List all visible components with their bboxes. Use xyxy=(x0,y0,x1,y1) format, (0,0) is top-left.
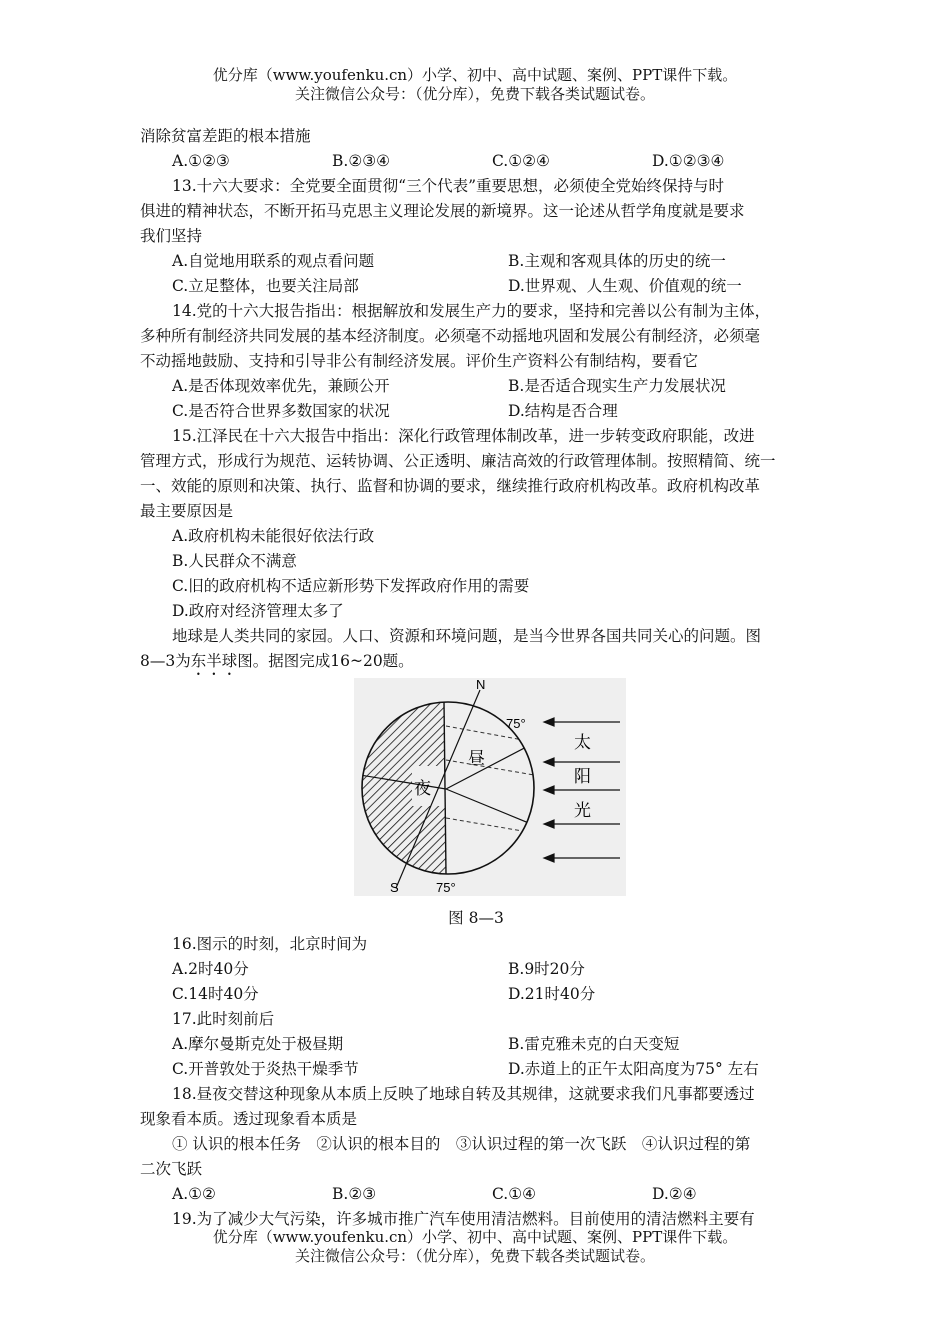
q13-line-1: 13.十六大要求：全党要全面贯彻“三个代表”重要思想，必须使全党始终保持与时 xyxy=(172,177,725,195)
q12-option-a: A.①②③ xyxy=(172,152,230,170)
south-label: S xyxy=(390,880,399,895)
q18-line-4: 二次飞跃 xyxy=(140,1160,203,1178)
q18-line-2: 现象看本质。透过现象看本质是 xyxy=(140,1110,358,1128)
footer-line-1: 优分库（www.youfenku.cn）小学、初中、高中试题、案例、PPT课件下载。 xyxy=(212,1228,738,1246)
q14-option-d: D.结构是否合理 xyxy=(508,402,618,420)
q16-options-row-1 xyxy=(140,957,812,982)
q16-option-a: A.2时40分 xyxy=(172,960,249,978)
exam-content xyxy=(140,124,812,1232)
q18-options xyxy=(140,1182,812,1207)
intro-emphasis: 东半球 xyxy=(190,652,238,670)
q15-option-b: B.人民群众不满意 xyxy=(172,552,297,570)
q17-stem: 17.此时刻前后 xyxy=(172,1010,275,1028)
q17-options-row-1 xyxy=(140,1032,812,1057)
q16-options-row-2 xyxy=(140,982,812,1007)
q15-option-a: A.政府机构未能很好依法行政 xyxy=(172,527,375,545)
header-line-1: 优分库（www.youfenku.cn）小学、初中、高中试题、案例、PPT课件下载。 xyxy=(212,66,738,84)
q14-option-c: C.是否符合世界多数国家的状况 xyxy=(172,402,390,420)
q15-line-2: 管理方式，形成行为规范、运转协调、公正透明、廉洁高效的行政管理体制。按照精简、统一 xyxy=(140,452,776,470)
day-label: 昼 xyxy=(468,749,485,769)
q12-tail: 消除贫富差距的根本措施 xyxy=(140,127,311,145)
intro-prefix: 8—3为 xyxy=(140,652,191,670)
q17-option-b: B.雷克雅未克的白天变短 xyxy=(508,1035,680,1053)
q15-line-4: 最主要原因是 xyxy=(140,502,234,520)
q12-options xyxy=(140,149,812,174)
q13-options-row-1 xyxy=(140,249,812,274)
q13-option-c: C.立足整体，也要关注局部 xyxy=(172,277,359,295)
intro-line-2 xyxy=(140,649,812,674)
q15-line-1: 15.江泽民在十六大报告中指出：深化行政管理体制改革，进一步转变政府职能，改进 xyxy=(172,427,755,445)
q15-option-d: D.政府对经济管理太多了 xyxy=(172,602,344,620)
q18-option-c: C.①④ xyxy=(492,1185,537,1203)
q18-option-b: B.②③ xyxy=(332,1185,377,1203)
sun-char-3: 光 xyxy=(574,801,591,821)
footer-line-2: 关注微信公众号：（优分库），免费下载各类试题试卷。 xyxy=(294,1247,655,1265)
q14-line-1: 14.党的十六大报告指出：根据解放和发展生产力的要求，坚持和完善以公有制为主体， xyxy=(172,302,771,320)
q13-option-a: A.自觉地用联系的观点看问题 xyxy=(172,252,375,270)
q17-option-c: C.开普敦处于炎热干燥季节 xyxy=(172,1060,359,1078)
sun-char-1: 太 xyxy=(574,733,591,753)
intro-suffix: 图。据图完成16~20题。 xyxy=(237,652,414,670)
q17-options-row-2 xyxy=(140,1057,812,1082)
q14-options-row-1 xyxy=(140,374,812,399)
q16-option-d: D.21时40分 xyxy=(508,985,596,1003)
angle-bottom-label: 75° xyxy=(436,880,456,895)
q17-option-d: D.赤道上的正午太阳高度为75° 左右 xyxy=(508,1060,759,1078)
q14-line-3: 不动摇地鼓励、支持和引导非公有制经济发展。评价生产资料公有制结构，要看它 xyxy=(140,352,699,370)
angle-top-label: 75° xyxy=(506,716,526,731)
q14-option-b: B.是否适合现实生产力发展状况 xyxy=(508,377,726,395)
q12-option-b: B.②③④ xyxy=(332,152,391,170)
q13-option-d: D.世界观、人生观、价值观的统一 xyxy=(508,277,742,295)
q13-line-3: 我们坚持 xyxy=(140,227,203,245)
q18-line-1: 18.昼夜交替这种现象从本质上反映了地球自转及其规律，这就要求我们凡事都要透过 xyxy=(172,1085,755,1103)
q15-option-c: C.旧的政府机构不适应新形势下发挥政府作用的需要 xyxy=(172,577,530,595)
earth-illumination-diagram xyxy=(354,678,626,896)
q18-option-d: D.②④ xyxy=(652,1185,697,1203)
page-header xyxy=(0,66,950,104)
q16-option-b: B.9时20分 xyxy=(508,960,585,978)
q12-option-c: C.①②④ xyxy=(492,152,550,170)
north-label: N xyxy=(476,678,486,692)
night-label: 夜 xyxy=(414,779,431,799)
q13-options-row-2 xyxy=(140,274,812,299)
q16-stem: 16.图示的时刻，北京时间为 xyxy=(172,935,368,953)
sun-char-2: 阳 xyxy=(574,767,591,787)
page-footer xyxy=(0,1228,950,1266)
intro-line-1: 地球是人类共同的家园。人口、资源和环境问题，是当今世界各国共同关心的问题。图 xyxy=(172,627,762,645)
q15-line-3: 一、效能的原则和决策、执行、监督和协调的要求，继续推行政府机构改革。政府机构改革 xyxy=(140,477,761,495)
q18-line-3: ① 认识的根本任务 ②认识的根本目的 ③认识过程的第一次飞跃 ④认识过程的第 xyxy=(172,1135,751,1153)
q18-option-a: A.①② xyxy=(172,1185,216,1203)
q14-line-2: 多种所有制经济共同发展的基本经济制度。必须毫不动摇地巩固和发展公有制经济，必须毫 xyxy=(140,327,761,345)
q16-option-c: C.14时40分 xyxy=(172,985,259,1003)
q13-line-2: 俱进的精神状态，不断开拓马克思主义理论发展的新境界。这一论述从哲学角度就是要求 xyxy=(140,202,745,220)
header-line-2: 关注微信公众号：（优分库），免费下载各类试题试卷。 xyxy=(294,85,655,103)
q14-option-a: A.是否体现效率优先，兼顾公开 xyxy=(172,377,390,395)
figure-8-3 xyxy=(140,678,812,900)
q19-line-1: 19.为了减少大气污染，许多城市推广汽车使用清洁燃料。目前使用的清洁燃料主要有 xyxy=(172,1210,755,1228)
q17-option-a: A.摩尔曼斯克处于极昼期 xyxy=(172,1035,344,1053)
figure-caption: 图 8—3 xyxy=(448,909,504,927)
q12-option-d: D.①②③④ xyxy=(652,152,725,170)
q13-option-b: B.主观和客观具体的历史的统一 xyxy=(508,252,726,270)
q14-options-row-2 xyxy=(140,399,812,424)
